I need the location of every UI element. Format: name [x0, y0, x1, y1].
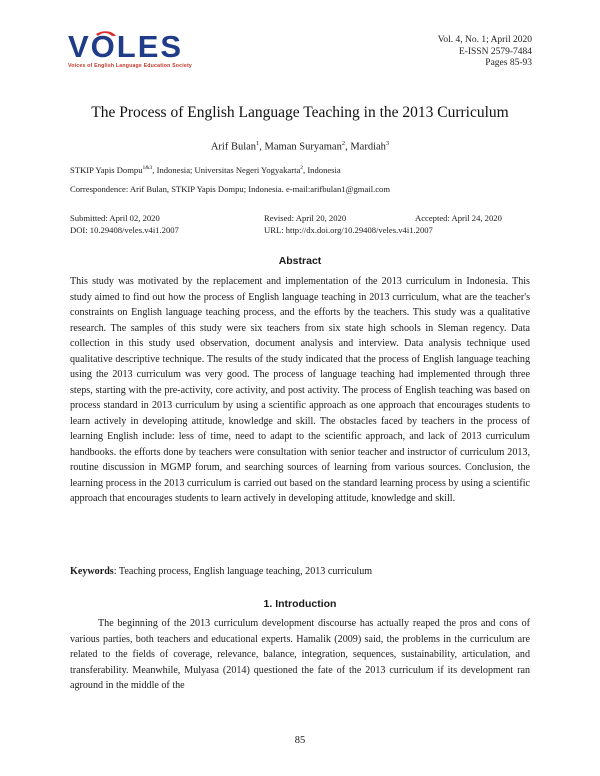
doi: DOI: 10.29408/veles.v4i1.2007	[70, 225, 179, 235]
abstract-text: This study was motivated by the replacement and implementation of the 2013 curriculum in Indonesia. This study aimed to find out how the process of English language teaching in 2013 curriculum, what are the teacher's constraints on English language teaching process, and the efforts by the teachers. This study was a qualitative research. The samples of this study were six teachers from six state high schools in Sleman regency. Data collection in this study used observation, document analysis and interview. Data analysis technique used qualitative descriptive technique. The results of the study indicated that the process of English language teaching using the 2013 curriculum was very good. The process of language teaching had implemented through three steps, starting with the pre-activity, core activity, and post activity. The process of English teaching was based on process standard in 2013 curriculum by using a scientific approach as one approach that encourages students to learn actively in developing attitude, knowledge and skill. The obstacles faced by teachers in the process of learning English include: less of time, need to adapt to the scientific approach, and lack of 2013 curriculum handbooks. the efforts done by teachers were consultation with senior teacher and instructor of curriculum 2013, routine discussion in MGMP forum, and searching sources of learning from various sources. Conclusion, the learning process in the 2013 curriculum is carried out based on the standard learning process by using a scientific approach that encourages students to learn actively in developing attitude, knowledge and skill.	[70, 276, 530, 504]
affiliation-country: , Indonesia	[303, 165, 341, 175]
abstract-heading: Abstract	[278, 255, 322, 267]
veles-logo-icon	[68, 30, 238, 62]
journal-meta	[438, 35, 532, 70]
dates-accepted	[415, 212, 502, 224]
author-name: Mardiah	[350, 141, 386, 153]
logo-tagline: Voices of English Language Education Society	[68, 63, 193, 69]
keywords-list: : Teaching process, English language teaching, 2013 curriculum	[113, 566, 373, 577]
author-sup: 1	[256, 140, 260, 147]
affiliation-sup: 2	[300, 165, 304, 172]
introduction-text: The beginning of the 2013 curriculum development discourse has actually reaped the pros and cons of various parties, both teachers and educational experts. Hamalik (2009) said, the problems in the curriculum are related to the fields of coverage, relevance, balance, integration, sequences, sustainability, articulation, and transferability. Meanwhile, Mulyasa (2014) questioned the fate of the 2013 curriculum if its development ran aground in the middle of the	[70, 618, 530, 691]
author-sup: 2	[341, 140, 346, 147]
issn: E-ISSN 2579-7484	[458, 46, 532, 57]
volume-info: Vol. 4, No. 1; April 2020	[437, 35, 532, 45]
submitted-date: Submitted: April 02, 2020	[70, 213, 160, 223]
accepted-date: Accepted: April 24, 2020	[415, 213, 502, 223]
journal-logo	[68, 30, 238, 80]
logo-wordmark: VOLES	[68, 30, 184, 62]
section-heading: 1. Introduction	[263, 598, 337, 610]
dates-submitted	[70, 212, 179, 236]
keywords-label: Keywords	[70, 566, 114, 577]
author-name: Arif Bulan	[210, 141, 257, 153]
affiliation	[70, 165, 341, 175]
correspondence: Correspondence: Arif Bulan, STKIP Yapis Dompu; Indonesia. e-mail:arifbulan1@gmail.com	[70, 184, 391, 194]
affiliation-inst: STKIP Yapis Dompu	[70, 165, 143, 175]
paper-title: The Process of English Language Teaching in the 2013 Curriculum	[91, 104, 509, 121]
author-sup: 3	[385, 140, 390, 147]
keywords	[70, 566, 530, 577]
page-range: Pages 85-93	[485, 58, 532, 68]
revised-date: Revised: April 20, 2020	[264, 213, 347, 223]
author-list: Arif Bulan$^1$, Maman Suryaman$^2$, Mardiah$^3$	[210, 140, 390, 153]
author-name: Maman Suryaman	[264, 141, 342, 153]
doi-url[interactable]: URL: http://dx.doi.org/10.29408/veles.v4i1.2007	[264, 225, 433, 235]
affiliation-inst: , Indonesia; Universitas Negeri Yogyakarta	[152, 165, 301, 175]
affiliation-sup: 1&3	[142, 165, 153, 172]
dates-revised	[264, 212, 433, 236]
page-number: 85	[294, 735, 306, 746]
